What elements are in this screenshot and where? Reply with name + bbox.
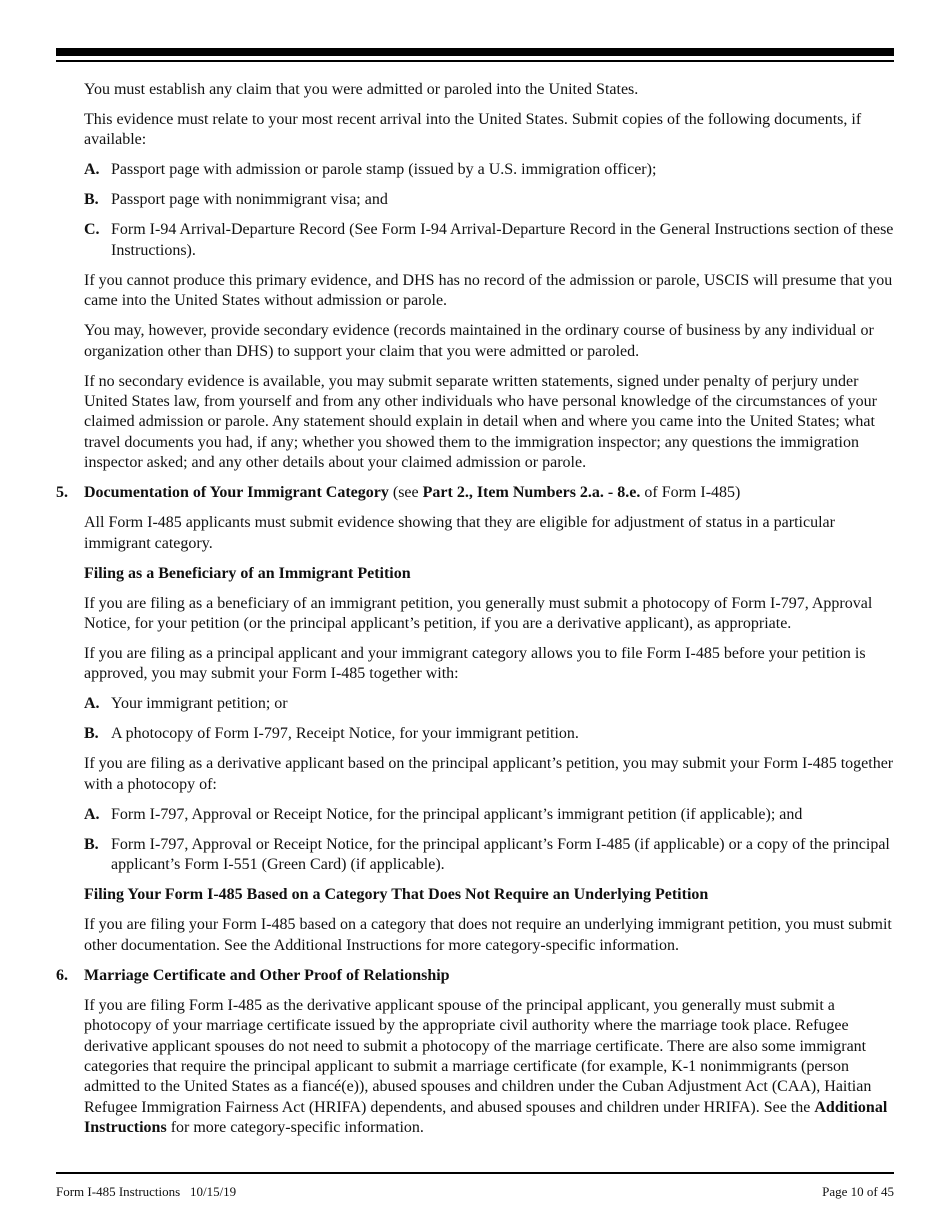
list-text: Your immigrant petition; or	[111, 695, 288, 713]
section-ref-text: (see	[388, 484, 423, 502]
section-ref-bold: ,	[468, 484, 477, 502]
section-number: 6.	[56, 966, 68, 984]
paragraph: All Form I-485 applicants must submit evidence showing that they are eligible for adjustment of status in a particular immigrant category.	[84, 514, 835, 552]
page-content	[56, 80, 894, 1148]
footer-form-id: Form I-485 Instructions 10/15/19	[56, 1184, 237, 1199]
section-title: Marriage Certificate and Other Proof of Relationship	[84, 966, 450, 984]
additional-instructions-ref: Additional Instructions	[84, 1098, 888, 1137]
paragraph	[84, 996, 894, 1139]
section-6-heading	[56, 966, 894, 986]
footer-rule	[56, 1172, 894, 1174]
section-ref-text: of Form I-485)	[640, 484, 741, 502]
list-item	[84, 835, 894, 876]
list-letter: C.	[84, 221, 100, 239]
subheading: Filing Your Form I-485 Based on a Category That Does Not Require an Underlying Petition	[84, 886, 709, 904]
list-letter: B.	[84, 725, 99, 743]
header-thick-rule	[56, 48, 894, 56]
paragraph: If you are filing as a derivative applicant based on the principal applicant’s petition, you may submit your Form I-485 together with a photocopy of:	[84, 755, 894, 793]
list-text: A photocopy of Form I-797, Receipt Notice, for your immigrant petition.	[111, 725, 579, 743]
list-text: Form I-797, Approval or Receipt Notice, for the principal applicant’s Form I-485 (if applicable) or a copy of the principal applicant’s Form I-551 (Green Card) (if applicable).	[111, 835, 890, 874]
list-letter: B.	[84, 191, 99, 209]
list-letter: A.	[84, 695, 100, 713]
paragraph: You must establish any claim that you were admitted or paroled into the United States.	[84, 81, 639, 98]
paragraph: If you cannot produce this primary evidence, and DHS has no record of the admission or parole, USCIS will presume that you came into the United States without admission or parole.	[84, 271, 893, 310]
list-item	[84, 190, 894, 210]
paragraph: If you are filing as a beneficiary of an immigrant petition, you generally must submit a photocopy of Form I-797, Approval Notice, for your petition (or the principal applicant’s petition, if you are a derivative applicant), as appropriate.	[84, 594, 873, 633]
list-letter: A.	[84, 161, 100, 179]
list-item	[84, 724, 894, 744]
footer-page-number: Page 10 of 45	[822, 1184, 894, 1199]
paragraph: If you are filing as a principal applicant and your immigrant category allows you to file Form I-485 before your petition is approved, you may submit your Form I-485 together with:	[84, 645, 866, 683]
paragraph: You may, however, provide secondary evidence (records maintained in the ordinary course of business by any individual or organization other than DHS) to support your claim that you were admitted or paroled.	[84, 322, 874, 360]
section-ref-bold: Part 2.	[422, 484, 469, 502]
list-letter: B.	[84, 835, 99, 853]
section-ref-bold: Item Numbers 2.a. - 8.e.	[476, 484, 641, 502]
subheading: Filing as a Beneficiary of an Immigrant Petition	[84, 564, 411, 582]
list-item	[84, 160, 894, 180]
paragraph: This evidence must relate to your most recent arrival into the United States. Submit copies of the following documents, if available:	[84, 111, 862, 149]
list-item	[84, 220, 894, 261]
list-text: Passport page with admission or parole stamp (issued by a U.S. immigration officer);	[111, 161, 657, 179]
list-letter: A.	[84, 805, 100, 823]
list-item	[84, 805, 894, 825]
section-number: 5.	[56, 484, 68, 502]
list-text: Form I-94 Arrival-Departure Record (See Form I-94 Arrival-Departure Record in the General Instructions section of these Instructions).	[111, 221, 894, 259]
paragraph-text: for more category-specific information.	[166, 1119, 424, 1137]
list-item	[84, 694, 894, 714]
section-title: Documentation of Your Immigrant Category	[84, 484, 389, 502]
list-text: Form I-797, Approval or Receipt Notice, for the principal applicant’s immigrant petition (if applicable); and	[111, 805, 803, 823]
paragraph: If you are filing your Form I-485 based on a category that does not require an underlying immigrant petition, you must submit other documentation. See the Additional Instructions for more category-specific information.	[84, 916, 892, 954]
header-thin-rule	[56, 60, 894, 62]
list-text: Passport page with nonimmigrant visa; and	[111, 191, 388, 209]
paragraph: If no secondary evidence is available, you may submit separate written statements, signed under penalty of perjury under United States law, from yourself and from any other individuals who have personal knowledge of the circumstances of your claimed admission or parole. Any statement should explain in detail when and where you came into the United States; what travel documents you had, if any; whether you showed them to the immigration inspector; any questions the immigration inspector asked; and any other details about your claimed admission or parole.	[84, 372, 877, 472]
paragraph-text: If you are filing Form I-485 as the derivative applicant spouse of the principal applicant, you generally must submit a photocopy of your marriage certificate issued by the appropriate civil authority where the marriage took place. Refugee derivative applicant spouses do not need to submit a photocopy of the marriage certificate. There are also some immigrant categories that require the principal applicant to submit a marriage certificate (for example, K-1 nonimmigrants (person admitted to the United States as a fiancé(e)), abused spouses and children under the Cuban Adjustment Act (CAA), Haitian Refugee Immigration Fairness Act (HRIFA) dependents, and abused spouses and children under HRIFA). See the	[84, 996, 872, 1116]
section-5-heading	[56, 483, 894, 503]
